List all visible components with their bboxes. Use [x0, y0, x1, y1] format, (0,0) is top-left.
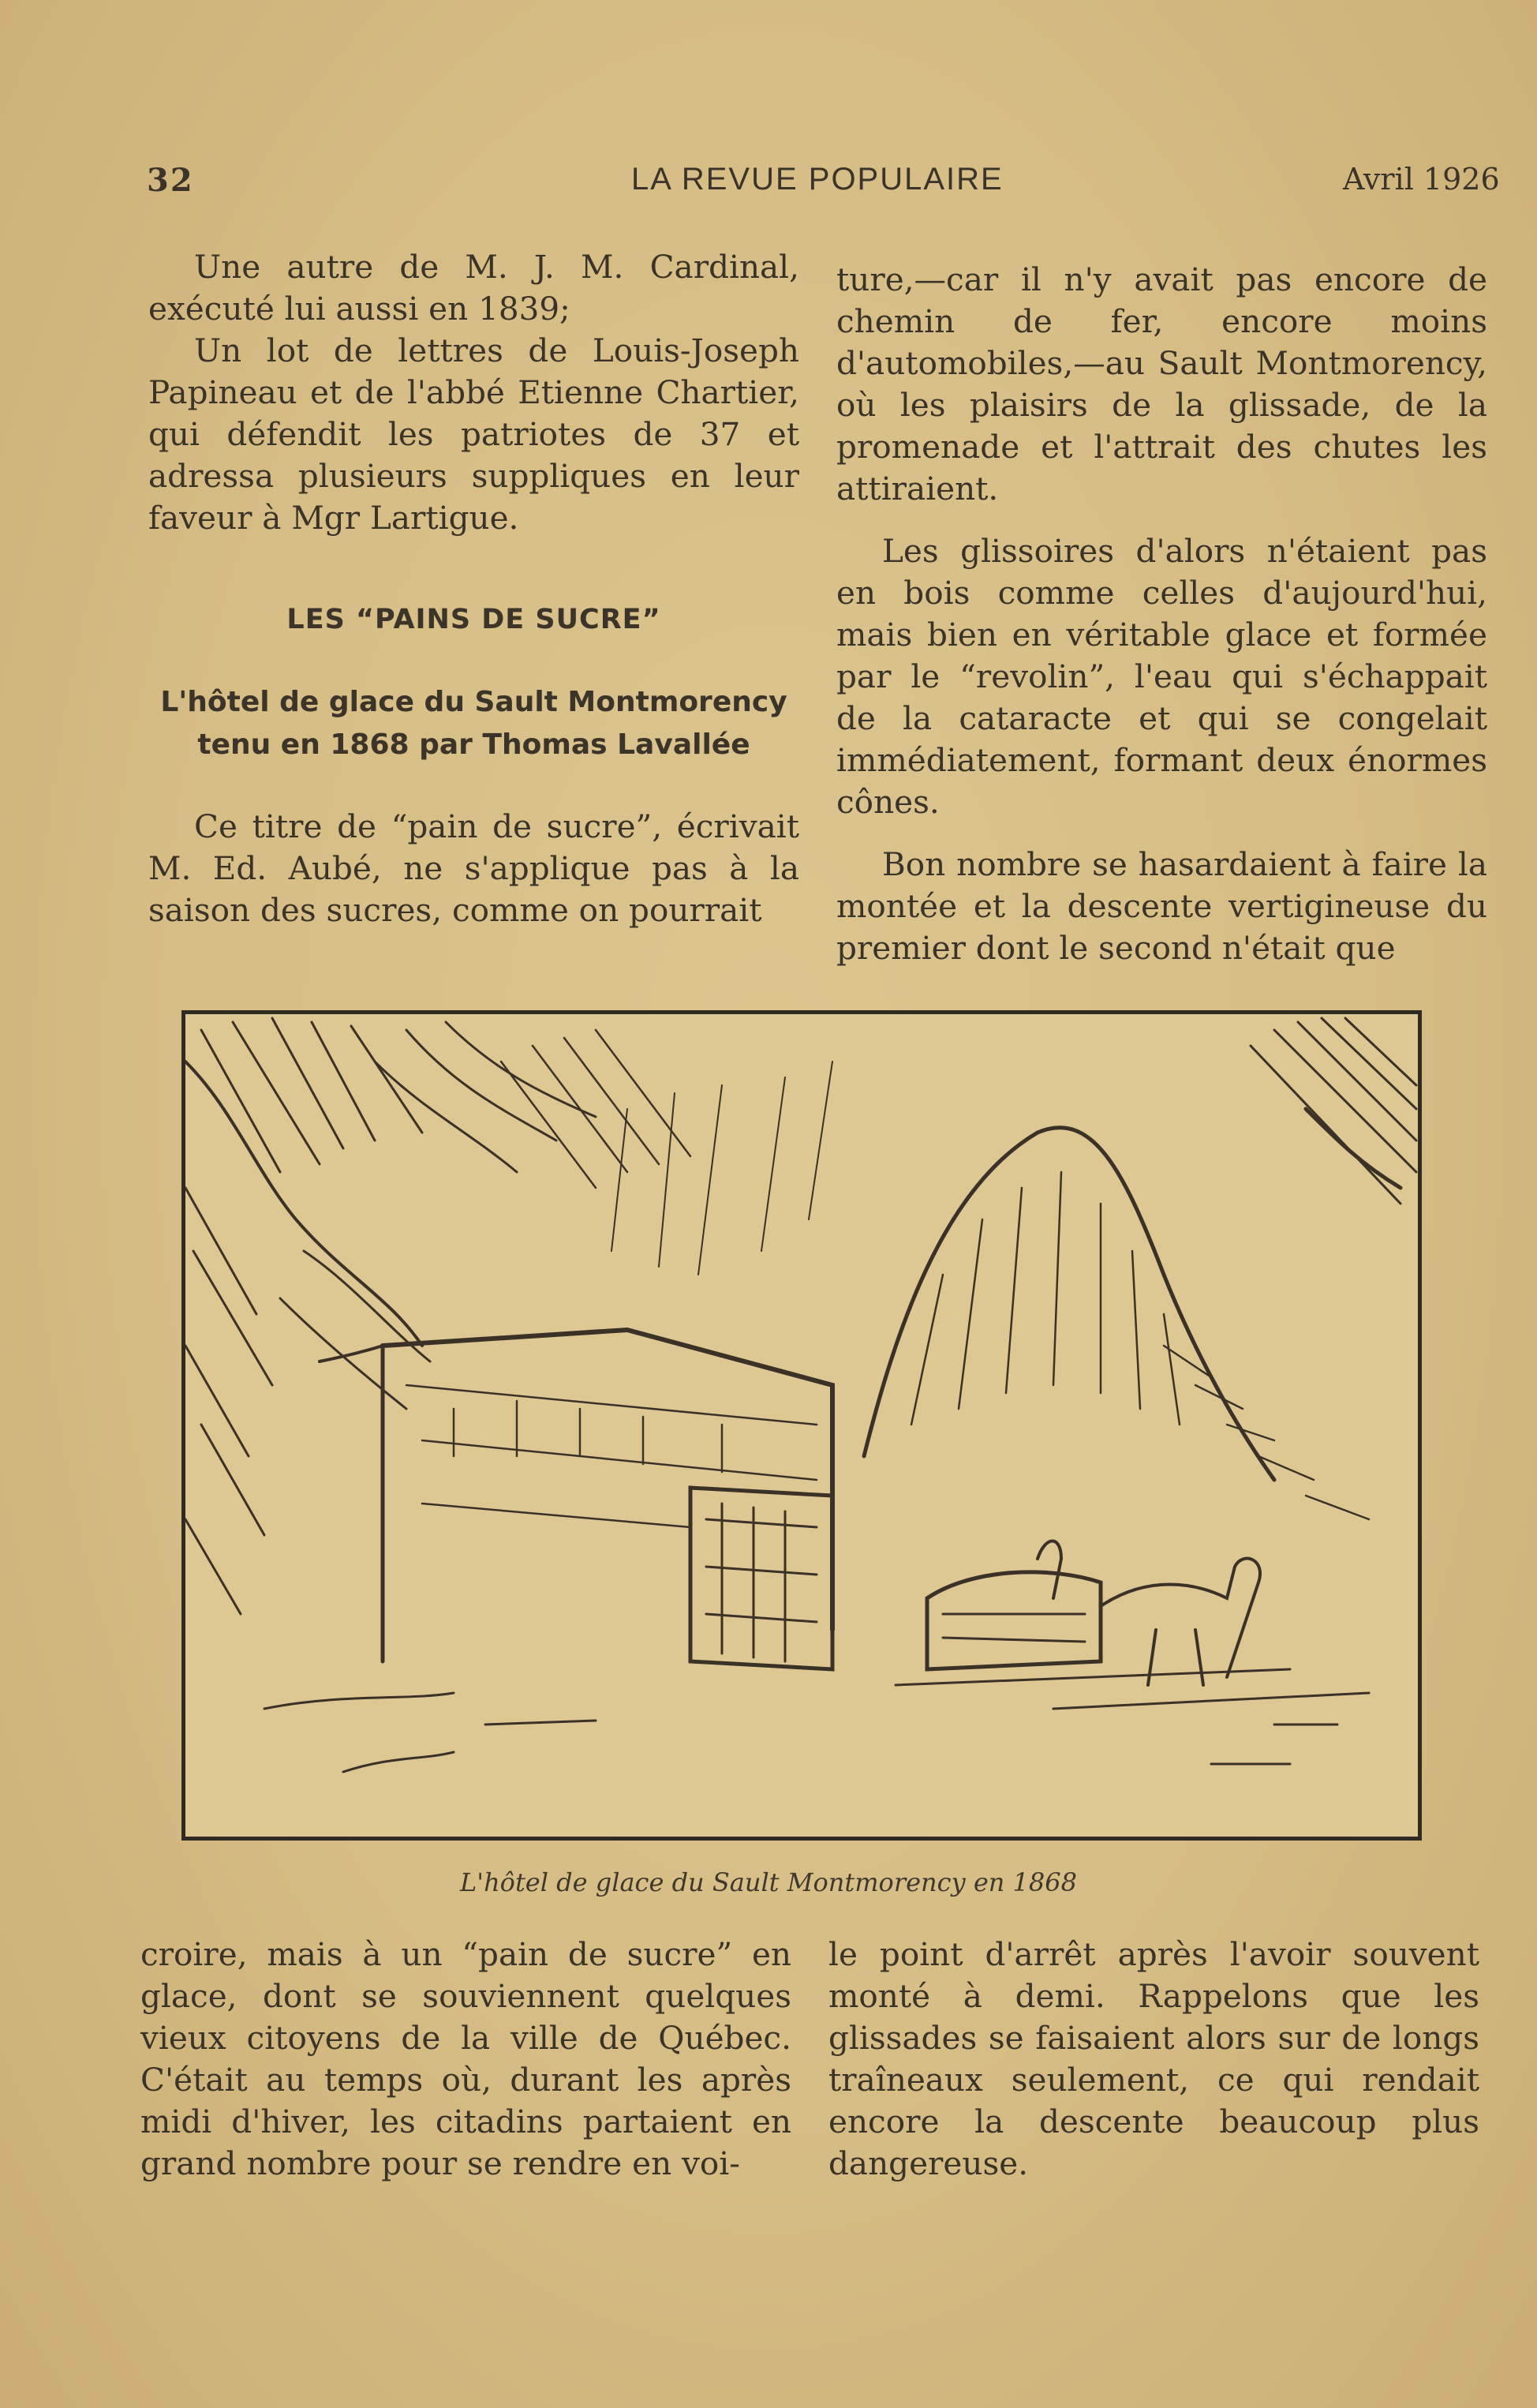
paragraph-voiture: ture,—car il n'y avait pas encore de chemin de fer, encore moins d'automobiles,—au Sault Montmorency, où les plaisirs de la glissade, de la promenade et l'attrait des chutes les attiraient.	[836, 260, 1487, 507]
ice-hotel-illustration	[181, 1010, 1422, 1841]
section-heading: LES “PAINS DE SUCRE”	[286, 604, 661, 635]
paragraph-papineau: Un lot de lettres de Louis-Joseph Papineau et de l'abbé Etienne Chartier, qui défendit les patriotes de 37 et adressa plusieurs suppliques en leur faveur à Mgr Lartigue.	[148, 331, 799, 537]
right-column-bottom	[828, 1934, 1479, 2185]
paragraph-point-arret: le point d'arrêt après l'avoir souvent monté à demi. Rappelons que les glissades se faisaient alors sur de longs traîneaux seulement, ce qui rendait encore la descente beaucoup plus dangereuse.	[828, 1935, 1479, 2182]
article-subheading: L'hôtel de glace du Sault Montmorency tenu en 1868 par Thomas Lavallée	[160, 686, 787, 761]
paragraph-cardinal: Une autre de M. J. M. Cardinal, exécuté lui aussi en 1839;	[148, 248, 799, 328]
journal-title: LA REVUE POPULAIRE	[631, 162, 1004, 197]
left-column-bottom	[140, 1934, 791, 2185]
paragraph-montee: Bon nombre se hasardaient à faire la montée et la descente vertigineuse du premier dont le second n'était que	[836, 845, 1487, 967]
ice-hotel-drawing	[185, 1014, 1418, 1837]
page-number: 32	[147, 162, 194, 199]
right-column-top	[836, 259, 1487, 969]
issue-date: Avril 1926	[1343, 162, 1500, 197]
paragraph-glissoires: Les glissoires d'alors n'étaient pas en bois comme celles d'aujourd'hui, mais bien en véritable glace et formée par le “revolin”, l'eau qui s'échappait de la cataracte et qui se congelait immédiatement, formant deux énormes cônes.	[836, 532, 1487, 821]
figure-caption: L'hôtel de glace du Sault Montmorency en 1868	[460, 1867, 1077, 1897]
paragraph-article-start: Ce titre de “pain de sucre”, écrivait M. Ed. Aubé, ne s'applique pas à la saison des sucres, comme on pourrait	[148, 807, 799, 929]
left-column-top	[148, 246, 799, 931]
paragraph-pain-de-sucre: croire, mais à un “pain de sucre” en glace, dont se souviennent quelques vieux citoyens de la ville de Québec. C'était au temps où, durant les après midi d'hiver, les citadins partaient en grand nombre pour se rendre en voi-	[140, 1935, 791, 2182]
